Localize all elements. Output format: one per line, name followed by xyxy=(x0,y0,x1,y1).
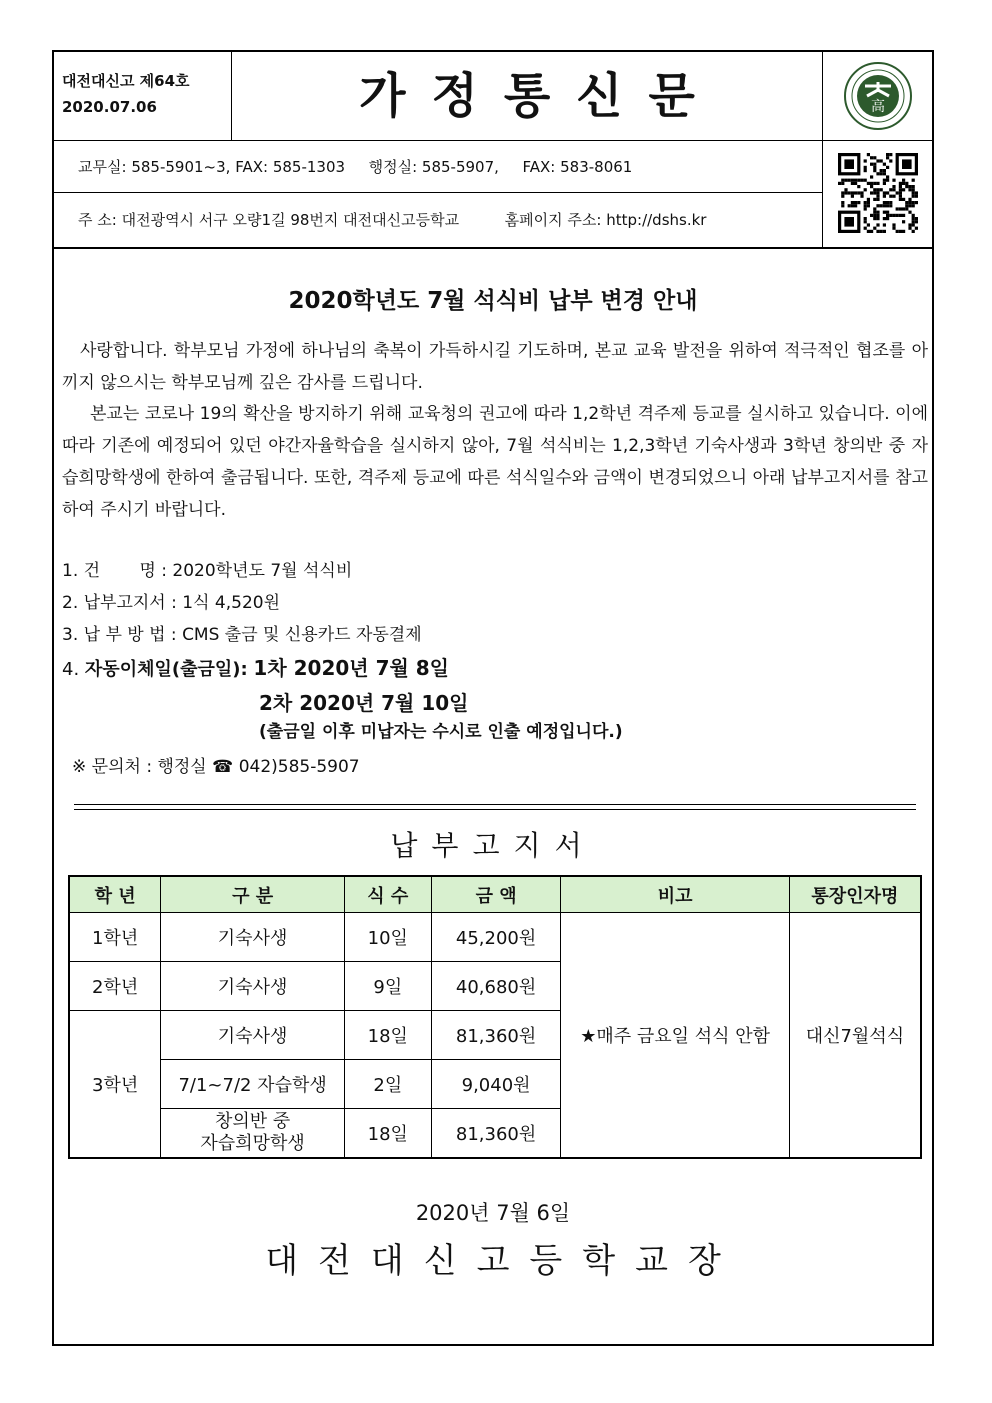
letter-title: 가정통신문 xyxy=(232,52,822,141)
homepage-link[interactable]: http://dshs.kr xyxy=(606,211,707,229)
office-fax-label: FAX: xyxy=(235,158,269,176)
greeting-paragraph: 사랑합니다. 학부모님 가정에 하나님의 축복이 가득하시길 기도하며, 본교 교육 발전을 위하여 적극적인 협조를 아끼지 않으시는 학부모님께 깊은 감사를 드립니다. xyxy=(62,341,928,393)
account-name-cell: 대신7월석식 xyxy=(789,913,921,1159)
table-row: 1학년 기숙사생 10일 45,200원 ★매주 금요일 석식 안함 대신7월석식 xyxy=(69,913,921,962)
logo-character: 高 xyxy=(871,99,885,115)
header-account-name: 통장인자명 xyxy=(789,876,921,913)
item-debit-note: (출금일 이후 미납자는 수시로 인출 예정입니다.) xyxy=(259,722,623,742)
body-paragraph: 본교는 코로나 19의 확산을 방지하기 위해 교육청의 권고에 따라 1,2학년 격주제 등교를 실시하고 있습니다. 이에 따라 기존에 예정되어 있던 야간자율학습을 실시하지 않아, 7월 석식비는 1,2,3학년 기숙사생과 3학년 창의반 중 자습희망학생에 한하여 출금됩니다. 또한, 격주제 등교에 따른 석식일수와 금액이 변경되었으니 아래 납부고지서를 참고하여 주시기 바랍니다. xyxy=(62,404,928,520)
principal-signature: 대전대신고등학교장 xyxy=(265,1241,741,1281)
qr-code-icon xyxy=(838,153,918,233)
admin-fax-label: FAX: xyxy=(522,158,556,176)
school-logo xyxy=(822,52,934,141)
office-label: 교무실: xyxy=(78,158,127,176)
office-fax: 585-1303 xyxy=(272,158,346,176)
address-row xyxy=(54,193,822,247)
item-debit-date: 4. 자동이체일(출금일): 1차 2020년 7월 8일 xyxy=(62,656,450,680)
issue-box xyxy=(54,52,232,141)
issue-date: 2020.07.06 xyxy=(62,98,157,116)
item-payment-method: 3. 납 부 방 법 : CMS 출금 및 신용카드 자동결제 xyxy=(62,625,422,645)
letterhead xyxy=(54,52,932,249)
table-row: 창의반 중 자습희망학생 18일 81,360원 xyxy=(69,1109,921,1159)
header-remark: 비고 xyxy=(561,876,789,913)
address-label: 주 소: xyxy=(78,211,117,229)
header-meals: 식 수 xyxy=(344,876,431,913)
admin-fax: 583-8061 xyxy=(560,158,633,176)
contact-info: ※ 문의처 : 행정실 ☎ 042)585-5907 xyxy=(72,757,360,777)
header-category: 구 분 xyxy=(161,876,345,913)
admin-label: 행정실: xyxy=(368,158,418,176)
issue-number: 대전대신고 제64호 xyxy=(62,72,190,90)
admin-phone: 585-5907, xyxy=(421,158,499,176)
table-row: 7/1~7/2 자습학생 2일 9,040원 xyxy=(69,1060,921,1109)
address: 대전광역시 서구 오량1길 98번지 대전대신고등학교 xyxy=(121,211,460,229)
contact-row xyxy=(54,141,822,193)
header-grade: 학 년 xyxy=(69,876,161,913)
document-frame xyxy=(52,50,934,1346)
double-divider xyxy=(74,804,916,810)
table-header-row xyxy=(69,876,921,913)
notice-title: 2020학년도 7월 석식비 납부 변경 안내 xyxy=(288,288,698,314)
bill-title: 납부고지서 xyxy=(390,829,596,862)
issue-date-footer: 2020년 7월 6일 xyxy=(415,1201,571,1225)
item-bill: 2. 납부고지서 : 1식 4,520원 xyxy=(62,593,281,613)
qr-code xyxy=(822,141,934,247)
header-amount: 금 액 xyxy=(431,876,561,913)
item-name: 1. 건 명 : 2020학년도 7월 석식비 xyxy=(62,561,353,581)
remark-cell: ★매주 금요일 석식 안함 xyxy=(561,913,789,1159)
bill-table xyxy=(68,875,922,1159)
office-phone: 585-5901~3, xyxy=(131,158,231,176)
table-row: 2학년 기숙사생 9일 40,680원 xyxy=(69,962,921,1011)
table-row: 3학년 기숙사생 18일 81,360원 xyxy=(69,1011,921,1060)
homepage-label: 홈페이지 주소: xyxy=(504,211,602,229)
school-emblem-icon xyxy=(823,52,933,139)
item-debit-second: 2차 2020년 7월 10일 xyxy=(259,691,469,715)
